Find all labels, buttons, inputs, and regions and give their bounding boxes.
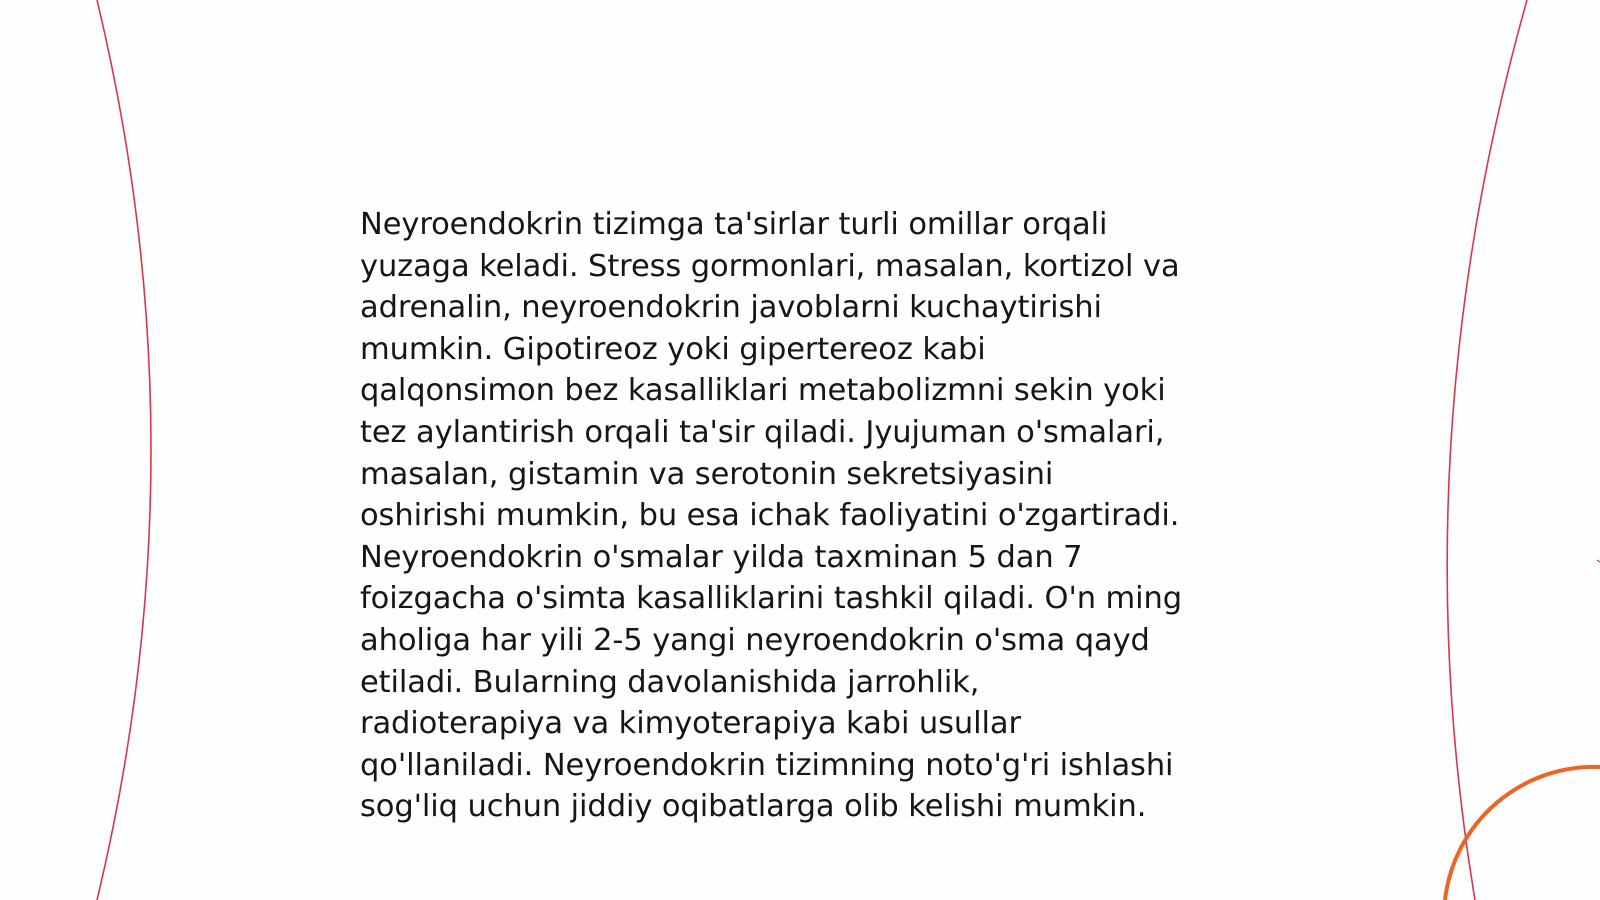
paragraph-line: adrenalin, neyroendokrin javoblarni kuchaytirishi <box>360 290 1102 326</box>
paragraph-line: yuzaga keladi. Stress gormonlari, masalan, kortizol va <box>360 248 1180 284</box>
paragraph-line: tez aylantirish orqali ta'sir qiladi. Jyujuman o'smalari, <box>360 414 1165 450</box>
paragraph-line: masalan, gistamin va serotonin sekretsiyasini <box>360 456 1054 492</box>
paragraph-line: qalqonsimon bez kasalliklari metabolizmni sekin yoki <box>360 373 1166 409</box>
paragraph-line: radioterapiya va kimyoterapiya kabi usullar <box>360 706 1021 742</box>
paragraph-line: foizgacha o'simta kasalliklarini tashkil qiladi. O'n ming <box>360 581 1183 617</box>
paragraph-line: mumkin. Gipotireoz yoki gipertereoz kabi <box>360 331 986 367</box>
paragraph-line: etiladi. Bularning davolanishida jarrohlik, <box>360 664 980 700</box>
paragraph-line: Neyroendokrin tizimga ta'sirlar turli omillar orqali <box>360 207 1108 242</box>
left-curve <box>97 0 151 900</box>
body-paragraph <box>360 204 1260 828</box>
paragraph-line: sog'liq uchun jiddiy oqibatlarga olib kelishi mumkin. <box>360 789 1147 825</box>
paragraph-line: aholiga har yili 2-5 yangi neyroendokrin o'sma qayd <box>360 622 1150 658</box>
accent-arc <box>1445 767 1600 900</box>
paragraph-line: Neyroendokrin o'smalar yilda taxminan 5 dan 7 <box>360 539 1083 575</box>
right-curve <box>1447 0 1527 900</box>
paragraph-line: qo'llaniladi. Neyroendokrin tizimning noto'g'ri ishlashi <box>360 747 1174 783</box>
paragraph-line: oshirishi mumkin, bu esa ichak faoliyatini o'zgartiradi. <box>360 498 1180 534</box>
